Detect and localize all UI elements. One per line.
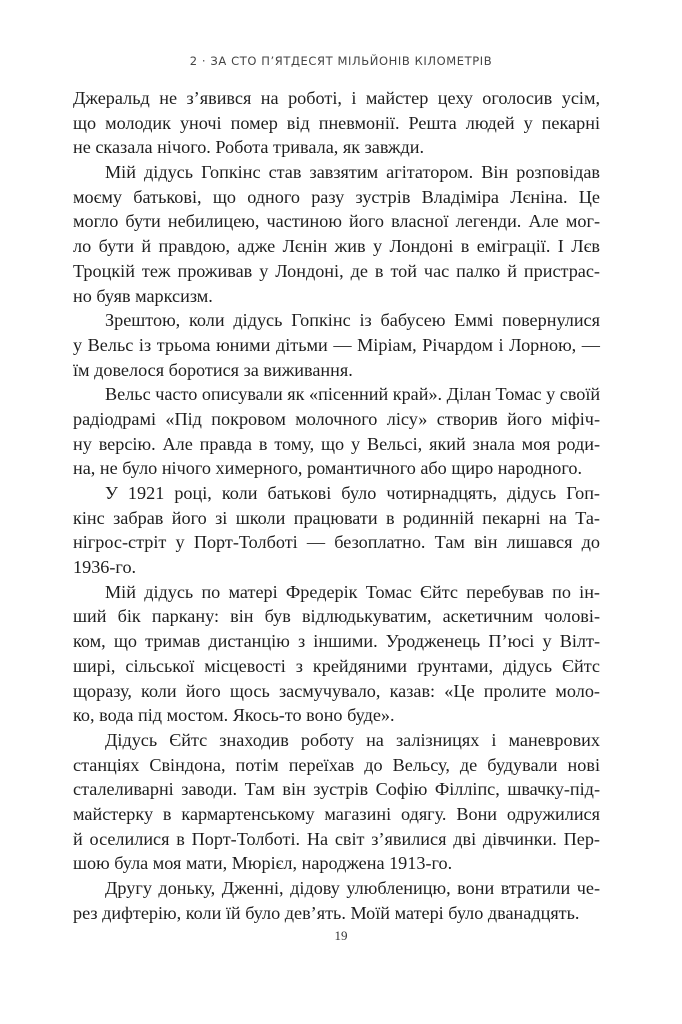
text-line: Мій дідусь Гопкінс став завзятим агітатором. Він розповідав xyxy=(105,162,600,183)
text-line: Троцкій теж проживав у Лондоні, де в той час палко й пристрас- xyxy=(73,260,600,281)
text-line: у Вельс із трьома юними дітьми — Міріам, Річардом і Лорною, — xyxy=(73,334,600,355)
paragraph xyxy=(73,86,600,160)
text-line: Джеральд не з’явився на роботі, і майстер цеху оголосив усім, xyxy=(73,88,600,108)
text-line: Вельс часто описували як «пісенний край». Ділан Томас у своїй xyxy=(105,384,601,405)
text-line: нігрос-стріт у Порт-Толботі — безоплатно. Там він лишався до xyxy=(73,532,600,553)
text-line: шою була моя мати, Мюрієл, народжена 1913-го. xyxy=(73,853,453,874)
text-line: не сказала нічого. Робота тривала, як завжди. xyxy=(73,137,425,158)
text-line: радіодрамі «Під покровом молочного лісу» створив його міфіч- xyxy=(73,408,600,429)
text-line: Дідусь Єйтс знаходив роботу на залізницях і маневрових xyxy=(105,729,600,750)
text-line: їм довелося боротися за виживання. xyxy=(73,359,353,380)
text-line: на, не було нічого химерного, романтичного або щиро народного. xyxy=(73,458,582,479)
text-line: ну версію. Але правда в тому, що у Вельсі, який знала моя роди- xyxy=(73,433,600,454)
running-header: 2 · ЗА СТО П’ЯТДЕСЯТ МІЛЬЙОНІВ КІЛОМЕТРІВ xyxy=(189,54,493,68)
text-line: моєму батькові, що одного разу зустрів Владіміра Лєніна. Це xyxy=(73,186,600,207)
text-line: Мій дідусь по матері Фредерік Томас Єйтс перебував по ін- xyxy=(105,581,600,602)
text-line: ширі, сільської місцевості з крейдяними ґрунтами, дідусь Єйтс xyxy=(73,655,600,676)
paragraph xyxy=(73,728,600,876)
text-line: рез дифтерію, коли їй було дев’ять. Моїй матері було дванадцять. xyxy=(73,902,580,923)
text-line: могло бути небилицею, частиною його власної легенди. Але мог- xyxy=(73,211,600,232)
text-line: У 1921 році, коли батькові було чотирнадцять, дідусь Гоп- xyxy=(105,483,600,503)
paragraph xyxy=(73,308,600,382)
text-line: ком, що тримав дистанцію з іншими. Уродженець П’юсі у Вілт- xyxy=(73,631,600,652)
text-line: станціях Свіндона, потім переїхав до Вельсу, де будували нові xyxy=(73,754,600,775)
paragraph xyxy=(73,876,600,925)
text-line: Зрештою, коли дідусь Гопкінс із бабусею Еммі повернулися xyxy=(105,310,600,331)
text-line: но буяв марксизм. xyxy=(73,285,213,306)
paragraph xyxy=(73,481,600,580)
text-line: щоразу, коли його щось засмучувало, казав: «Це пролите моло- xyxy=(73,680,600,701)
paragraph xyxy=(73,160,600,308)
page-number: 19 xyxy=(334,928,348,943)
text-line: майстерку в кармартенському магазині одягу. Вони одружилися xyxy=(73,803,600,824)
text-line: сталеливарні заводи. Там він зустрів Софію Філліпс, швачку-під- xyxy=(73,779,600,800)
text-line: кінс забрав його зі школи працювати в родинній пекарні на Та- xyxy=(73,507,600,528)
page-body xyxy=(73,86,600,925)
text-line: ший бік паркану: він був відлюдькуватим, аскетичним чолові- xyxy=(73,606,600,627)
text-line: Другу доньку, Дженні, дідову улюбленицю, вони втратили че- xyxy=(105,878,600,898)
text-line: ко, вода під мостом. Якось-то воно буде». xyxy=(73,705,395,726)
text-line: що молодик уночі помер від пневмонії. Решта людей у пекарні xyxy=(73,112,600,133)
text-line: 1936-го. xyxy=(73,557,137,578)
paragraph xyxy=(73,382,600,481)
text-line: й оселилися в Порт-Толботі. На світ з’явилися дві дівчинки. Пер- xyxy=(73,828,600,849)
paragraph xyxy=(73,580,600,728)
text-line: ло бути й правдою, адже Лєнін жив у Лондоні в еміграції. І Лєв xyxy=(73,236,600,257)
